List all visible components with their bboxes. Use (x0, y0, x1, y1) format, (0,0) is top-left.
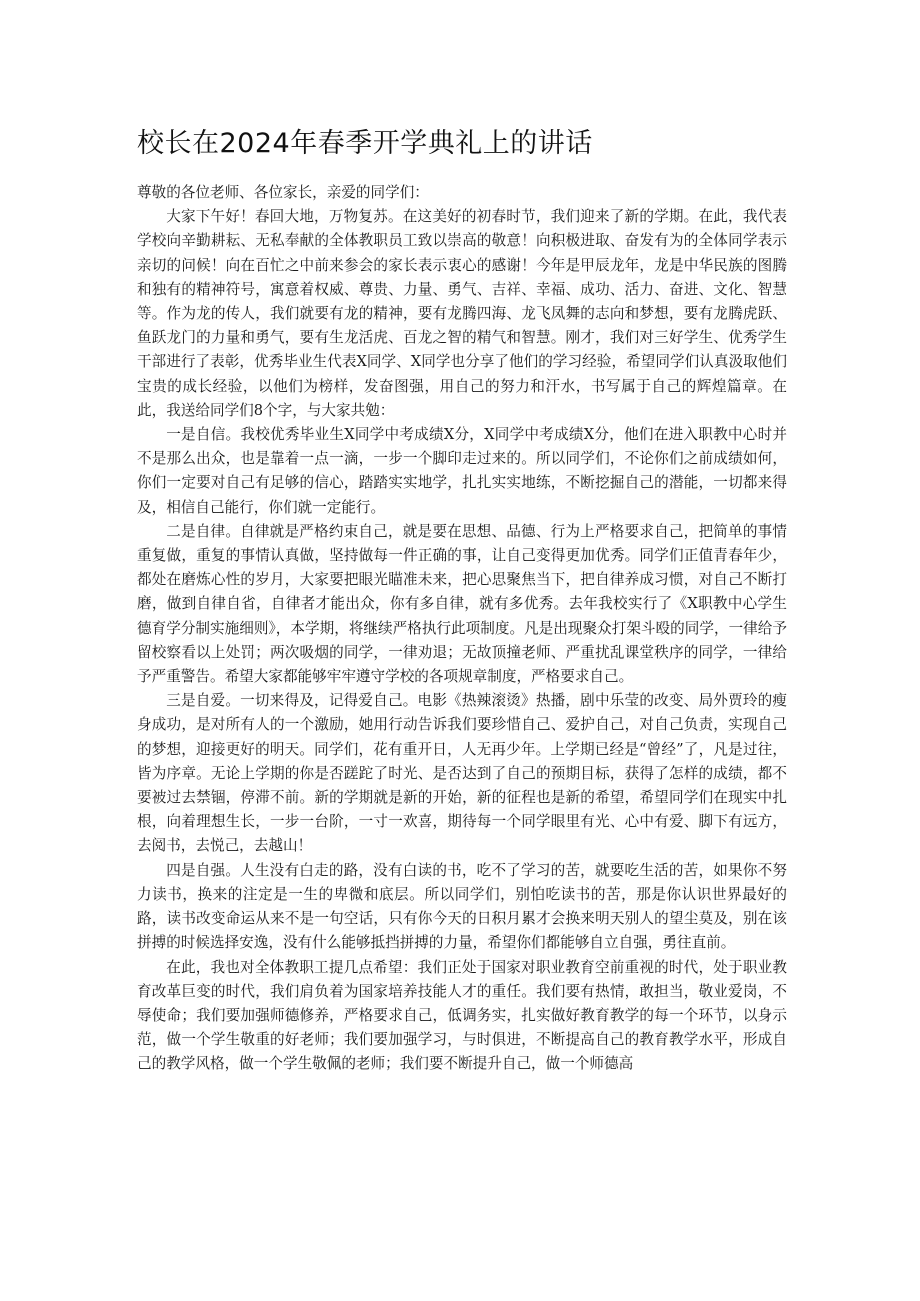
paragraph-self-strengthening: 四是自强。人生没有白走的路，没有白读的书，吃不了学习的苦，就要吃生活的苦，如果你不努力读书，换来的注定是一生的卑微和底层。所以同学们，别怕吃读书的苦，那是你认识世界最好的路，读书改变命运从来不是一句空话，只有你今天的日积月累才会换来明天别人的望尘莫及，别在该拼搏的时候选择安逸，没有什么能够抵挡拼搏的力量，希望你们都能够自立自强，勇往直前。 (137, 861, 787, 952)
paragraph-self-love: 三是自爱。一切来得及，记得爱自己。电影《热辣滚烫》热播，剧中乐莹的改变、局外贾玲的瘦身成功，是对所有人的一个激励，她用行动告诉我们要珍惜自己、爱护自己，对自己负责，实现自己的梦想，迎接更好的明天。同学们，花有重开日，人无再少年。上学期已经是“曾经”了，凡是过往，皆为序章。无论上学期的你是否蹉跎了时光、是否达到了自己的预期目标，获得了怎样的成绩，都不要被过去禁锢，停滞不前。新的学期就是新的开始，新的征程也是新的希望，希望同学们在现实中扎根，向着理想生长，一步一台阶，一寸一欢喜，期待每一个同学眼里有光、心中有爱、脚下有远方，去阅书，去悦己，去越山！ (137, 692, 787, 855)
document-title: 校长在2024年春季开学典礼上的讲话 (137, 128, 593, 159)
paragraph-staff-hopes: 在此，我也对全体教职工提几点希望：我们正处于国家对职业教育空前重视的时代，处于职业教育改革巨变的时代，我们肩负着为国家培养技能人才的重任。我们要有热情，敢担当，敬业爱岗，不辱使命；我们要加强师德修养，严格要求自己，低调务实，扎实做好教育教学的每一个环节，以身示范，做一个学生敬重的好老师；我们要加强学习，与时俱进，不断提高自己的教育教学水平，形成自己的教学风格，做一个学生敬佩的老师；我们要不断提升自己，做一个师德高 (137, 958, 787, 1073)
paragraph-self-discipline: 二是自律。自律就是严格约束自己，就是要在思想、品德、行为上严格要求自己，把简单的事情重复做，重复的事情认真做，坚持做每一件正确的事，让自己变得更加优秀。同学们正值青春年少，都处在磨炼心性的岁月，大家要把眼光瞄准未来，把心思聚焦当下，把自律养成习惯，对自己不断打磨，做到自律自省，自律者才能出众，你有多自律，就有多优秀。去年我校实行了《X职教中心学生德育学分制实施细则》，本学期，将继续严格执行此项制度。凡是出现聚众打架斗殴的同学，一律给予留校察看以上处罚；两次吸烟的同学，一律劝退；无故顶撞老师、严重扰乱课堂秩序的同学，一律给予严重警告。希望大家都能够牢牢遵守学校的各项规章制度，严格要求自己。 (137, 522, 787, 686)
paragraph-opening: 大家下午好！春回大地，万物复苏。在这美好的初春时节，我们迎来了新的学期。在此，我代表学校向辛勤耕耘、无私奉献的全体教职员工致以崇高的敬意！向积极进取、奋发有为的全体同学表示亲切的问候！向在百忙之中前来参会的家长表示衷心的感谢！今年是甲辰龙年，龙是中华民族的图腾和独有的精神符号，寓意着权威、尊贵、力量、勇气、吉祥、幸福、成功、活力、奋进、文化、智慧等。作为龙的传人，我们就要有龙的精神，要有龙腾四海、龙飞凤舞的志向和梦想，要有龙腾虎跃、鱼跃龙门的力量和勇气，要有生龙活虎、百龙之智的精气和智慧。刚才，我们对三好学生、优秀学生干部进行了表彰，优秀毕业生代表X同学、X同学也分享了他们的学习经验，希望同学们认真汲取他们宝贵的成长经验，以他们为榜样，发奋图强，用自己的努力和汗水，书写属于自己的辉煌篇章。在此，我送给同学们8个字，与大家共勉： (137, 208, 787, 419)
salutation: 尊敬的各位老师、各位家长，亲爱的同学们： (137, 184, 429, 201)
paragraph-self-confidence: 一是自信。我校优秀毕业生X同学中考成绩X分，X同学中考成绩X分，他们在进入职教中心时并不是那么出众，也是靠着一点一滴，一步一个脚印走过来的。所以同学们，不论你们之前成绩如何，你们一定要对自己有足够的信心，踏踏实实地学，扎扎实实地练，不断挖掘自己的潜能，一切都来得及，相信自己能行，你们就一定能行。 (137, 426, 787, 516)
document-body (137, 181, 787, 1077)
